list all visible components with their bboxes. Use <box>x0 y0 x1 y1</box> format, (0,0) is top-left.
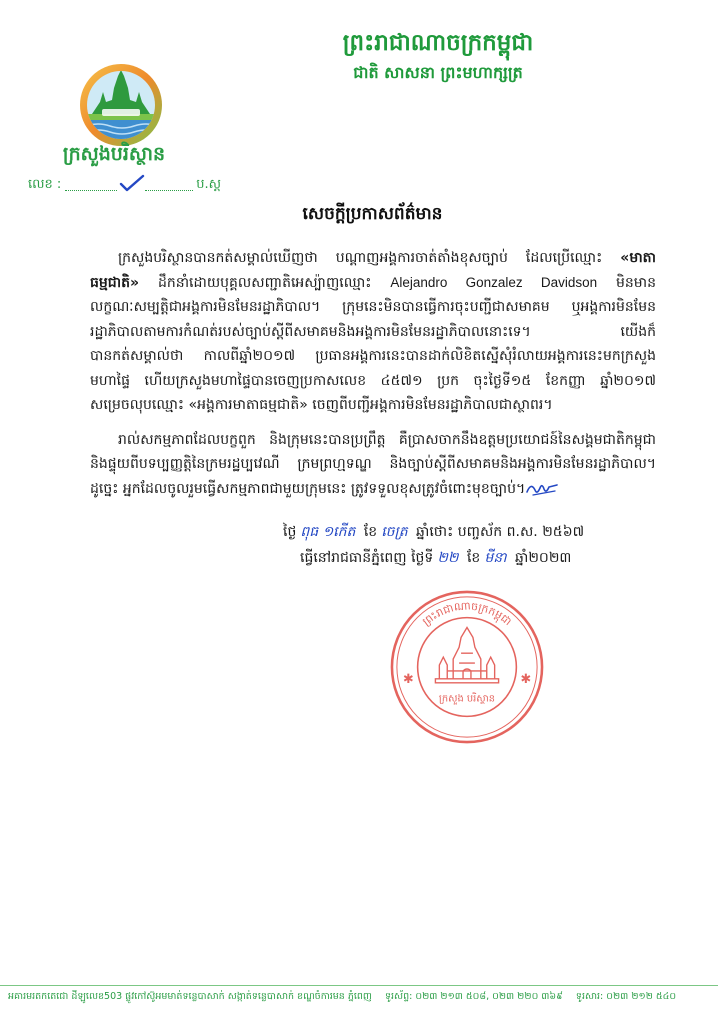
signature-initial-icon <box>525 480 559 498</box>
footer-phone: ទូរស័ព្ទ: ០២៣ ២១៣ ៥០៨, ០២៣ ២២០ ៣៦៩ <box>385 991 563 1002</box>
solar-month-label: ខែ <box>466 550 481 566</box>
footer-address: អគារមរតកតេជោ ដីឡូលេខ503 ផ្លូវកៅស៊ូអមមាត់ទន្លេបាសាក់ សង្កាត់ទន្លេបាសាក់ ខណ្ឌចំការមន ភ្នំពេញ <box>8 991 372 1002</box>
lunar-month-label: ខែ <box>363 524 378 540</box>
place-and-day-label: ធ្វើនៅរាជធានីភ្នំពេញ ថ្ងៃទី <box>300 550 434 566</box>
ministry-logo-icon <box>78 62 164 148</box>
lunar-date-line <box>90 519 656 545</box>
reference-dotted-leader <box>65 189 117 191</box>
lunar-year: ឆ្នាំថោះ បញ្ចស័ក ព.ស. ២៥៦៧ <box>416 524 585 540</box>
reference-suffix: ប.ស្ត <box>196 177 222 192</box>
stamp-angkor-icon <box>435 628 498 683</box>
reference-dotted-leader-2 <box>145 189 193 191</box>
paragraph-1-led-by: ដឹកនាំដោយបុគ្គលសញ្ជាតិអេស្ប៉ាញឈ្មោះ <box>157 274 372 291</box>
national-motto: ជាតិ សាសនា ព្រះមហាក្សត្រ <box>353 63 523 82</box>
paragraph-1-rest: មិនមានលក្ខណៈសម្បត្តិជាអង្គការមិនមែនរដ្ឋាភិបាល។ ក្រុមនេះមិនបានធ្វើការចុះបញ្ជីជាសមាគម ឬអង្គការមិនមែនរដ្ឋាភិបាលតាមការកំណត់របស់ច្បាប់ស្តីពីសមាគមនិងអង្គការមិនមែនរដ្ឋាភិបាលនោះទេ។ យើងក៏បានកត់សម្គាល់ថា កាលពីឆ្នាំ២០១៧ ប្រធានអង្គការនេះបានដាក់លិខិតស្នើសុំរំលាយអង្គការនេះមកក្រសួងមហាផ្ទៃ ហើយក្រសួងមហាផ្ទៃបានចេញប្រកាសលេខ ៤៥៧១ ប្រក ចុះថ្ងៃទី១៥ ខែកញ្ញា ឆ្នាំ២០១៧ សម្រេចលុបឈ្មោះ «អង្គការមាតាធម្មជាតិ» ចេញពីបញ្ជីអង្គការមិនមែនរដ្ឋាភិបាលជាស្ថាពរ។ <box>90 274 656 413</box>
kingdom-heading: ព្រះរាជាណាចក្រកម្ពុជា <box>342 29 534 56</box>
solar-date-line <box>90 545 656 571</box>
date-block <box>90 519 656 571</box>
stamp-star-right-icon: ✱ <box>520 671 532 687</box>
solar-month-handwritten: មីនា <box>484 550 507 566</box>
person-name: Alejandro Gonzalez Davidson <box>390 274 598 290</box>
paragraph-1-intro: ក្រសួងបរិស្ថានបានកត់សម្គាល់ឃើញថា បណ្តាញអង្គការចាត់តាំងខុសច្បាប់ ដែលប្រើឈ្មោះ <box>118 250 603 266</box>
footer-contact <box>8 990 710 1016</box>
organization-name: «មាតាធម្មជាតិ» <box>90 250 656 291</box>
document-body <box>90 246 656 571</box>
reference-number-line <box>28 173 228 195</box>
paragraph-2-text: រាល់សកម្មភាពដែលបក្ខពួក និងក្រុមនេះបានប្រព្រឹត្ត គឺប្រាសចាកនឹងឧត្តមប្រយោជន៍នៃសង្គមជាតិកម្ពុជា និងផ្ទុយពីបទប្បញ្ញត្តិនៃក្រមរដ្ឋប្បវេណី ក្រមព្រហ្មទណ្ឌ និងច្បាប់ស្តីពីសមាគមនិងអង្គការមិនមែនរដ្ឋាភិបាល។ ដូច្នេះ អ្នកដែលចូលរួមធ្វើសកម្មភាពជាមួយក្រុមនេះ ត្រូវទទួលខុសត្រូវចំពោះមុខច្បាប់។ <box>90 431 656 497</box>
solar-year: ឆ្នាំ២០២៣ <box>514 550 572 566</box>
footer-fax: ទូរសារ: ០២៣ ២១២ ៥៤០ <box>575 991 677 1002</box>
lunar-day-label: ថ្ងៃ <box>283 524 297 540</box>
solar-day-handwritten: ២២ <box>437 550 459 566</box>
lunar-month-handwritten: ចេត្រ <box>381 524 408 540</box>
footer-divider <box>0 985 718 986</box>
document-title: សេចក្តីប្រកាសព័ត៌មាន <box>302 204 443 224</box>
official-seal-stamp <box>388 588 546 746</box>
reference-label: លេខ : <box>28 177 62 192</box>
stamp-star-left-icon: ✱ <box>402 671 414 687</box>
stamp-inner-text: ក្រសួង បរិស្ថាន <box>438 693 496 705</box>
stamp-outer-text: ព្រះរាជាណាចក្រកម្ពុជា <box>419 599 515 629</box>
paragraph-1 <box>90 246 656 418</box>
check-mark-icon <box>119 173 145 193</box>
lunar-day-handwritten: ពុធ ១កើត <box>300 524 356 540</box>
svg-text:ព្រះរាជាណាចក្រកម្ពុជា <box>420 599 514 628</box>
ministry-name: ក្រសួងបរិស្ថាន <box>62 143 166 165</box>
paragraph-2 <box>90 428 656 502</box>
